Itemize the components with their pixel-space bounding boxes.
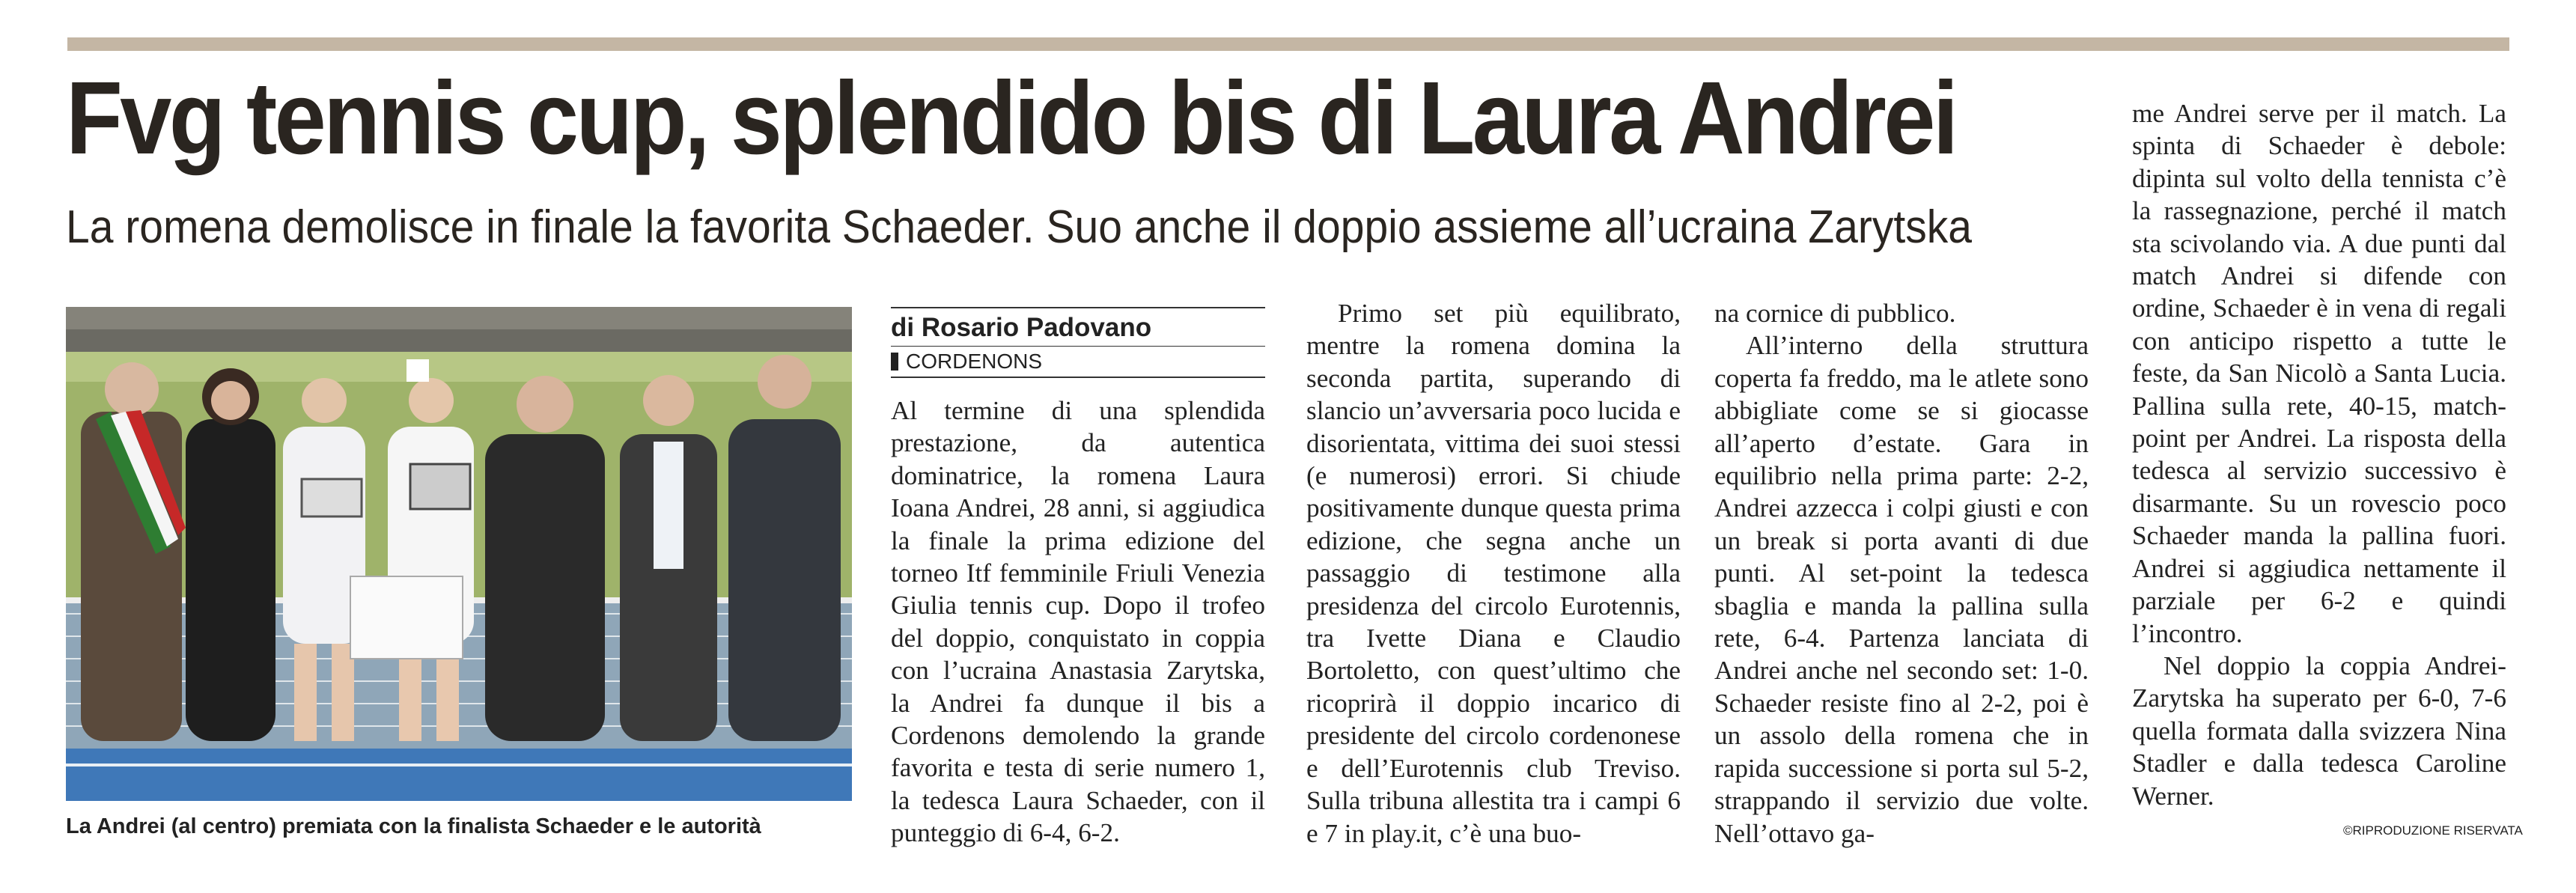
dateline — [891, 346, 1265, 378]
dateline-marker-icon — [891, 353, 898, 371]
article-column-1 — [891, 394, 1265, 850]
paragraph: Al termine di una splendida prestazione, da autentica dominatrice, la romena Laura Ioana Andrei, 28 anni, si aggiudica la finale la prima edizione del torneo Itf femminile Friuli Venezia Giulia tennis cup. Dopo il trofeo del doppio, conquistato in coppia con l’ucraina Anastasia Zarytska, la Andrei fa dunque il bis a Cordenons demolendo la grande favorita e testa di serie numero 1, la tedesca Laura Schaeder, con il punteggio di 6-4, 6-2. — [891, 396, 1265, 848]
headline: Fvg tennis cup, splendido bis di Laura Andrei — [66, 61, 1956, 176]
author-name: di Rosario Padovano — [891, 313, 1152, 342]
article-photo — [66, 307, 852, 801]
paragraph: me Andrei serve per il match. La spinta di Schaeder è debole: dipinta sul volto della tennista c’è la rassegnazione, perché il match sta scivolando via. A due punti dal match Andrei si difende con ordine, Schaeder è in vena di regali con anticipo rispetto a tutte le feste, da San Nicolò a Santa Lucia. Pallina sulla rete, 40-15, match-point per Andrei. La risposta della tedesca al servizio successivo è disarmante. Su un rovescio poco Schaeder manda la pallina fuori. Andrei si aggiudica nettamente il parziale per 6-2 e quindi l’incontro. — [2132, 99, 2506, 648]
paragraph: na cornice di pubblico. — [1714, 299, 1956, 328]
article-column-4 — [2132, 97, 2506, 812]
top-rule — [67, 37, 2509, 51]
photo-caption: La Andrei (al centro) premiata con la finalista Schaeder e le autorità — [66, 814, 761, 838]
article-column-3 — [1714, 297, 2089, 850]
paragraph: Primo set più equilibrato, mentre la romena domina la seconda partita, superando di slancio un’avversaria poco lucida e disorientata, vittima dei suoi stessi (e numerosi) errori. Si chiude positivamente dunque questa prima edizione, che segna anche un passaggio di testimone alla presidenza del circolo Eurotennis, tra Ivette Diana e Claudio Bortoletto, con quest’ultimo che ricoprirà il doppio incarico di presidente del circolo cordenonese e dell’Eurotennis club Treviso. Sulla tribuna allestita tra i campi 6 e 7 in play.it, c’è una buo- — [1306, 299, 1681, 848]
paragraph: All’interno della struttura coperta fa freddo, ma le atlete sono abbigliate come se si giocasse all’aperto d’estate. Gara in equilibrio nella prima parte: 2-2, Andrei azzecca i colpi giusti e con un break si porta avanti di due punti. Al set-point la tedesca sbaglia e manda la pallina sulla rete, 6-4. Partenza lanciata di Andrei anche nel secondo set: 1-0. Schaeder resiste fino al 2-2, poi è un assolo della romena che in rapida successione si porta sul 5-2, strappando il servizio due volte. Nell’ottavo ga- — [1714, 331, 2089, 848]
subheadline: La romena demolisce in finale la favorita Schaeder. Suo anche il doppio assieme all’ucraina Zarytska — [66, 201, 1973, 253]
paragraph: Nel doppio la coppia Andrei-Zarytska ha superato per 6-0, 7-6 quella formata dalla svizzera Nina Stadler e dalla tedesca Caroline Werner. — [2132, 650, 2506, 811]
article-column-2 — [1306, 297, 1681, 850]
location-label: CORDENONS — [906, 350, 1043, 373]
copyright-notice: ©RIPRODUZIONE RISERVATA — [2343, 823, 2523, 838]
byline — [891, 307, 1265, 378]
